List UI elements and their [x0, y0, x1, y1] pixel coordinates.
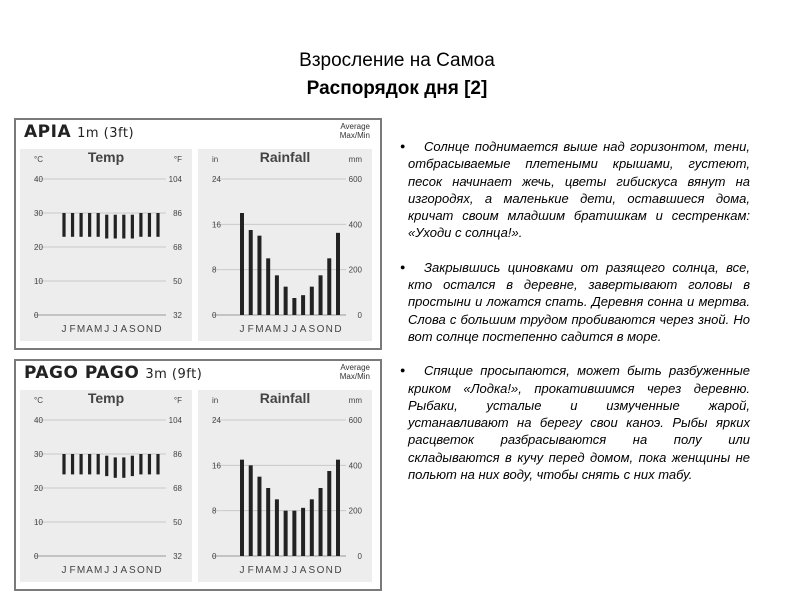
right-tick-label: 32 [173, 552, 182, 561]
temp-range-bar [62, 213, 65, 237]
rainfall-bar [275, 499, 279, 556]
average-label: Average [340, 363, 370, 372]
temp-range-bar [156, 454, 159, 474]
rainfall-bar [336, 460, 340, 556]
month-label: A [120, 565, 128, 576]
month-label: J [61, 324, 67, 335]
temp-range-bar [71, 454, 74, 474]
rainfall-bar [336, 233, 340, 315]
climate-panel-apia [14, 118, 382, 350]
month-label: S [308, 565, 316, 576]
month-label: N [145, 324, 154, 335]
right-tick-label: 200 [348, 506, 362, 516]
temp-range-bar [105, 215, 108, 239]
temp-range-bar [148, 213, 151, 237]
left-tick-label: 0 [212, 311, 217, 320]
right-tick-label: 32 [173, 311, 182, 320]
month-label: F [69, 565, 76, 576]
left-tick-label: 24 [212, 175, 221, 184]
temp-range-bar [122, 457, 125, 477]
right-tick-label: 104 [168, 416, 182, 425]
rainfall-bar [257, 477, 261, 556]
bullet-text: Закрывшись циновками от разящего солнца, все, кто остался в деревне, завертывают головы в простыни и ложатся спать. Деревня сонна и мертва. Слова с большим трудом пробиваются через зной. Но вот солнце постепенно садится в море. [408, 259, 750, 344]
bullet-list [400, 138, 750, 500]
left-tick-label: 24 [212, 416, 221, 425]
rainfall-chart [198, 149, 372, 341]
rainfall-bar [275, 275, 279, 315]
left-tick-label: 10 [34, 518, 43, 527]
right-tick-label: 86 [173, 209, 182, 218]
max-min-label: Max/Min [339, 372, 370, 381]
rainfall-bar [240, 213, 244, 315]
temp-chart [20, 149, 192, 341]
temp-range-bar [62, 454, 65, 474]
temp-range-bar [131, 456, 134, 476]
month-label: J [291, 324, 297, 335]
month-label: O [137, 565, 145, 576]
temp-range-bar [114, 457, 117, 477]
temp-range-bar [139, 454, 142, 474]
left-tick-label: 8 [212, 265, 217, 275]
month-label: N [145, 565, 154, 576]
left-tick-label: 16 [212, 461, 221, 471]
temp-range-bar [79, 454, 82, 474]
temp-range-bar [105, 456, 108, 476]
month-label: M [272, 565, 282, 576]
month-label: J [104, 324, 110, 335]
station-name [24, 122, 134, 142]
rainfall-bar [319, 275, 323, 315]
month-label: A [86, 565, 93, 576]
rainfall-bar [327, 258, 331, 315]
month-label: A [299, 565, 307, 576]
right-tick-label: 0 [357, 311, 362, 320]
month-label: D [154, 324, 162, 335]
month-label: M [272, 324, 282, 335]
bullet-icon: ● [400, 141, 406, 151]
month-label: M [94, 324, 103, 335]
right-tick-label: 104 [168, 175, 182, 184]
month-label: S [129, 324, 136, 335]
month-label: J [112, 565, 118, 576]
rainfall-chart-svg [198, 390, 372, 582]
right-tick-label: 68 [173, 243, 182, 252]
bullet-text: Солнце поднимается выше над горизонтом, тени, отбрасываемые плетеными крышами, густеют, песок начинает жечь, цветы гибискуса вянут на изгородях, а маленькие дети, оставшиеся дома, кричат своим младшим братишкам и сестренкам: «Уходи с солнца!». [408, 139, 750, 241]
temp-range-bar [139, 213, 142, 237]
temp-range-bar [71, 213, 74, 237]
month-label: J [239, 565, 245, 576]
month-label: J [61, 565, 67, 576]
rainfall-bar [301, 295, 305, 315]
month-label: A [264, 565, 272, 576]
average-legend [340, 122, 370, 140]
temp-range-bar [79, 213, 82, 237]
temp-range-bar [122, 215, 125, 239]
month-label: A [264, 324, 272, 335]
rainfall-chart-svg [198, 149, 372, 341]
temp-chart-svg [20, 149, 192, 341]
rainfall-bar [301, 508, 305, 556]
rainfall-bar [249, 465, 253, 556]
right-tick-label: 0 [357, 552, 362, 561]
temp-range-bar [156, 213, 159, 237]
rainfall-bar [327, 471, 331, 556]
left-axis-unit: in [212, 396, 219, 405]
bullet-icon: ● [400, 261, 406, 272]
chart-title: Temp [87, 149, 125, 165]
average-label: Average [340, 122, 370, 131]
left-axis-unit: °C [34, 155, 43, 164]
month-label: J [239, 324, 245, 335]
month-label: A [299, 324, 307, 335]
left-tick-label: 8 [212, 506, 217, 516]
month-label: O [316, 565, 325, 576]
station-elevation: 3m (9ft) [145, 367, 203, 382]
bullet-text: Спящие просыпаются, может быть разбуженные криком «Лодка!», прокатившимся через деревню. Рыбаки, усталые и измученные жарой, устанавливают на берегу свои каноэ. Рыбы ярких расцветок разбрасываются на полу или складываются в кучу перед домом, пока женщины не польют на них воду, чтобы снять с них табу. [408, 363, 750, 483]
rainfall-bar [240, 460, 244, 556]
month-label: D [334, 324, 342, 335]
month-label: J [104, 565, 110, 576]
left-tick-label: 30 [34, 450, 43, 459]
month-label: A [86, 324, 93, 335]
station-label: APIA [24, 122, 72, 142]
temp-range-bar [88, 454, 91, 474]
month-label: M [255, 324, 264, 335]
temp-range-bar [88, 213, 91, 237]
month-label: S [308, 324, 316, 335]
right-axis-unit: mm [348, 396, 362, 405]
temp-chart [20, 390, 192, 582]
right-tick-label: 600 [348, 416, 362, 425]
month-label: D [334, 565, 342, 576]
temp-range-bar [114, 215, 117, 239]
rainfall-bar [319, 488, 323, 556]
right-tick-label: 400 [348, 220, 362, 230]
station-label: PAGO PAGO [24, 363, 140, 383]
bullet-item [400, 259, 750, 345]
rainfall-bar [284, 287, 288, 315]
climate-panel-pago-pago [14, 359, 382, 591]
chart-title: Temp [87, 390, 125, 406]
month-label: F [69, 324, 76, 335]
month-label: S [129, 565, 136, 576]
month-label: A [120, 324, 128, 335]
left-tick-label: 20 [34, 243, 43, 252]
right-axis-unit: °F [173, 155, 182, 164]
month-label: O [137, 324, 145, 335]
right-axis-unit: mm [348, 155, 362, 164]
month-label: O [316, 324, 325, 335]
temp-range-bar [131, 215, 134, 239]
month-label: N [325, 324, 333, 335]
left-tick-label: 40 [34, 416, 43, 425]
rainfall-bar [292, 511, 296, 556]
left-axis-unit: in [212, 155, 219, 164]
right-tick-label: 200 [348, 265, 362, 275]
temp-range-bar [97, 213, 100, 237]
temp-chart-svg [20, 390, 192, 582]
bullet-icon: ● [400, 365, 406, 376]
month-label: M [76, 324, 86, 335]
right-axis-unit: °F [173, 396, 182, 405]
month-label: F [247, 324, 254, 335]
right-tick-label: 600 [348, 175, 362, 184]
month-label: M [255, 565, 264, 576]
left-tick-label: 40 [34, 175, 43, 184]
rainfall-chart [198, 390, 372, 582]
rainfall-bar [284, 511, 288, 556]
station-elevation: 1m (3ft) [77, 126, 135, 141]
month-label: M [76, 565, 86, 576]
slide-title: Взросление на Самоа [299, 50, 495, 71]
rainfall-bar [310, 499, 314, 556]
right-tick-label: 400 [348, 461, 362, 471]
rainfall-bar [292, 298, 296, 315]
left-tick-label: 30 [34, 209, 43, 218]
month-label: J [283, 565, 289, 576]
right-tick-label: 68 [173, 484, 182, 493]
rainfall-bar [257, 236, 261, 315]
station-name [24, 363, 202, 383]
bullet-item [400, 138, 750, 242]
temp-range-bar [97, 454, 100, 474]
slide-subtitle: Распорядок дня [2] [306, 78, 488, 99]
max-min-label: Max/Min [339, 131, 370, 140]
month-label: J [283, 324, 289, 335]
month-label: F [247, 565, 254, 576]
rainfall-bar [249, 230, 253, 315]
left-tick-label: 10 [34, 277, 43, 286]
right-tick-label: 50 [173, 518, 182, 527]
right-tick-label: 86 [173, 450, 182, 459]
left-tick-label: 0 [212, 552, 217, 561]
left-tick-label: 0 [34, 552, 39, 561]
left-tick-label: 20 [34, 484, 43, 493]
month-label: D [154, 565, 162, 576]
rainfall-bar [266, 488, 270, 556]
rainfall-bar [266, 258, 270, 315]
month-label: J [112, 324, 118, 335]
chart-title: Rainfall [259, 149, 311, 165]
rainfall-bar [310, 287, 314, 315]
right-tick-label: 50 [173, 277, 182, 286]
chart-title: Rainfall [259, 390, 311, 406]
left-axis-unit: °C [34, 396, 43, 405]
temp-range-bar [148, 454, 151, 474]
left-tick-label: 0 [34, 311, 39, 320]
left-tick-label: 16 [212, 220, 221, 230]
average-legend [340, 363, 370, 381]
bullet-item [400, 362, 750, 483]
month-label: M [94, 565, 103, 576]
month-label: J [291, 565, 297, 576]
month-label: N [325, 565, 333, 576]
